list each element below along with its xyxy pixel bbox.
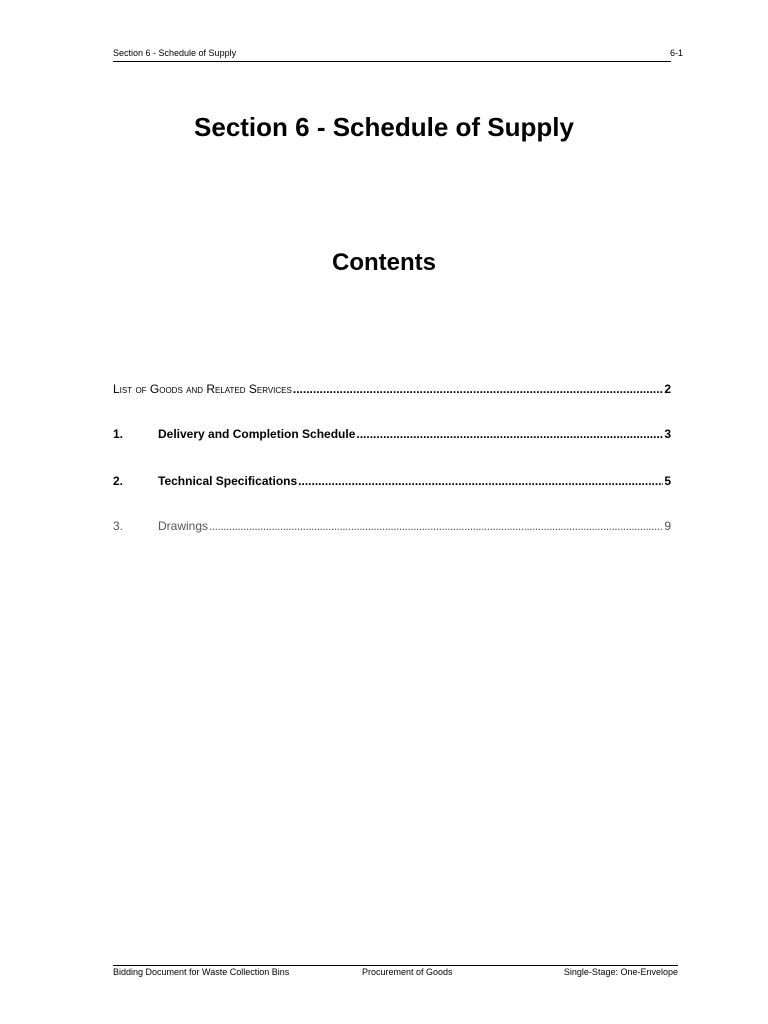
toc-entry-delivery-schedule[interactable]	[113, 427, 671, 441]
page-footer	[113, 965, 678, 980]
toc-entry-list-of-goods[interactable]	[113, 382, 671, 396]
page-title: Section 6 - Schedule of Supply	[194, 112, 574, 142]
header-section-label: Section 6 - Schedule of Supply	[113, 48, 237, 58]
toc-entry-page: 2	[664, 382, 671, 396]
toc-entry-number: 2.	[113, 474, 124, 488]
toc-entry-page: 9	[664, 519, 671, 533]
toc-leader-dots	[293, 382, 663, 396]
toc-entry-label: Drawings	[158, 519, 209, 533]
footer-procurement-type: Procurement of Goods	[362, 967, 453, 977]
toc-entry-drawings[interactable]	[113, 519, 671, 533]
toc-entry-label: Delivery and Completion Schedule	[158, 427, 356, 441]
toc-entry-number: 3.	[113, 519, 124, 533]
toc-leader-dots	[356, 427, 663, 441]
footer-bidding-method: Single-Stage: One-Envelope	[563, 967, 678, 977]
page-header	[113, 46, 683, 62]
toc-entry-technical-specifications[interactable]	[113, 474, 671, 488]
contents-heading: Contents	[332, 249, 436, 276]
toc-entry-page: 3	[664, 427, 671, 441]
toc-entry-page: 5	[664, 474, 671, 488]
footer-document-title: Bidding Document for Waste Collection Bins	[113, 967, 290, 977]
toc-leader-dots	[298, 474, 663, 488]
toc-entry-label: List of Goods and Related Services	[113, 382, 292, 396]
toc-entry-number: 1.	[113, 427, 124, 441]
toc-entry-label: Technical Specifications	[158, 474, 298, 488]
header-page-number: 6-1	[669, 48, 683, 58]
toc-leader-dots	[209, 519, 663, 533]
